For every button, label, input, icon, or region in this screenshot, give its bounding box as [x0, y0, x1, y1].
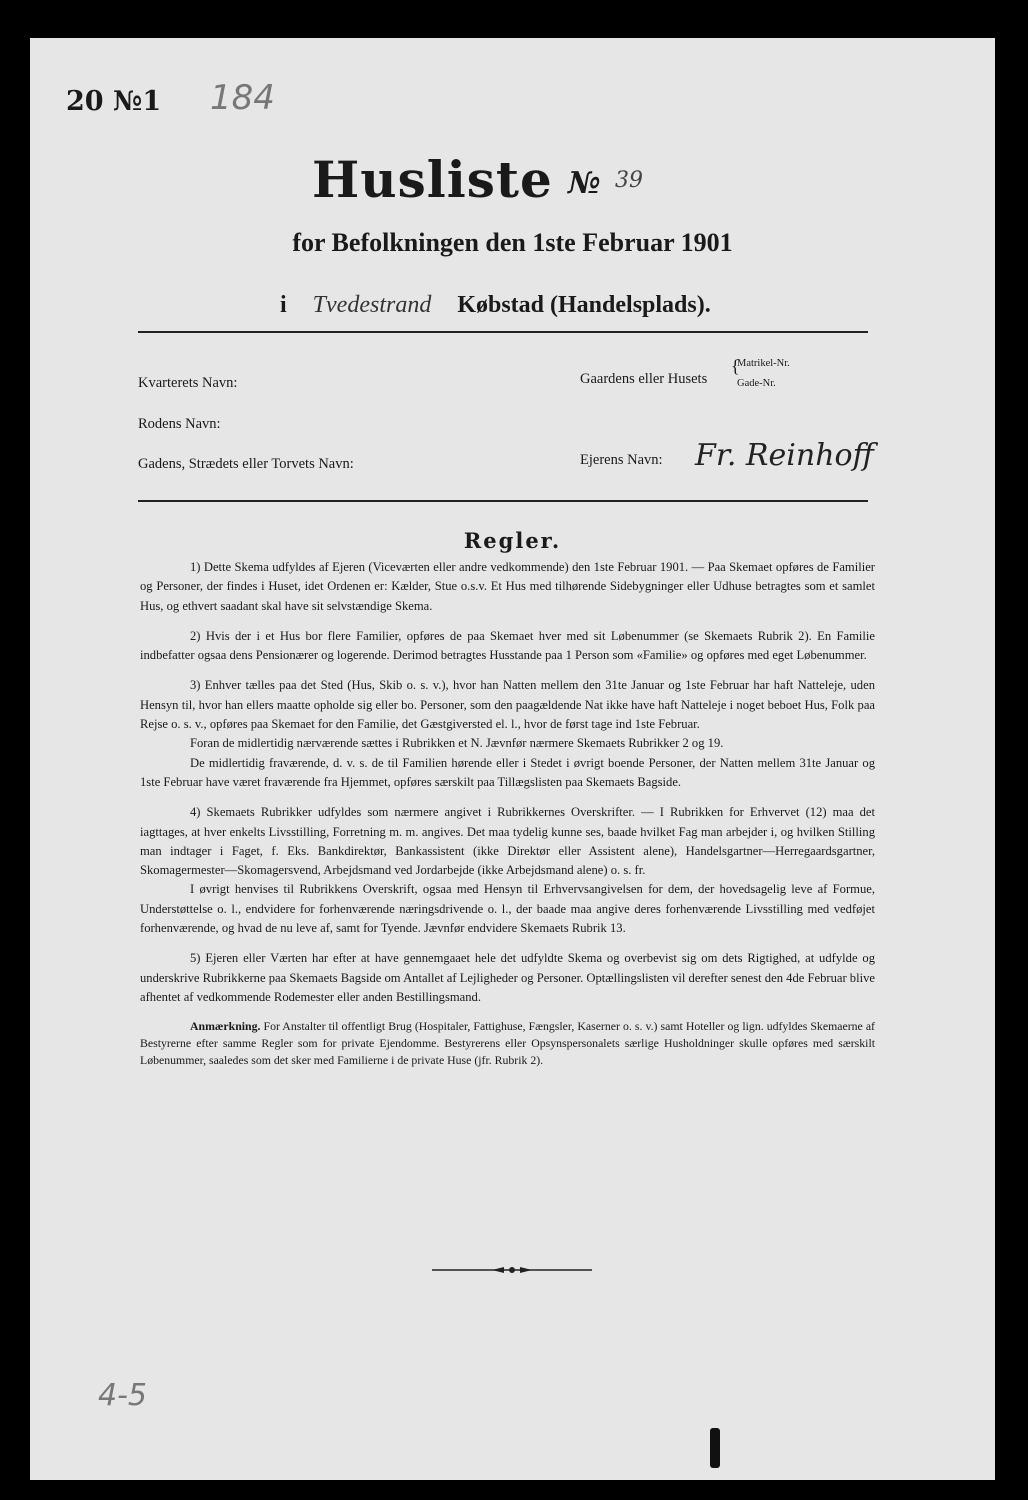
title-number-handwritten: 39	[615, 168, 643, 193]
rule-3: 3) Enhver tælles paa det Sted (Hus, Skib o. s. v.), hvor han Natten mellem den 31te Januar og 1ste Februar har haft Natteleje, uden Hensyn til, hvor han ellers maatte opholde sig eller bo. Personer, som den paagældende Nat ikke have haft Natteleje i noget beboet Hus, Folk paa Rejse o. s. v., opføres paa Skemaet for den Familie, det Gæstgiversted el. l., hvor de først tage ind 1ste Februar.	[140, 678, 875, 732]
field-gade: Gadens, Strædets eller Torvets Navn:	[138, 456, 354, 472]
field-kvarter: Kvarterets Navn:	[138, 375, 238, 391]
brace-mark: {	[731, 356, 740, 376]
rule-3-note-present: Foran de midlertidig nærværende sættes i Rubrikken et N. Jævnfør nærmere Skemaets Rubrikker 2 og 19.	[190, 736, 724, 751]
field-gaard-numbers	[731, 354, 790, 394]
annotation-text: For Anstalter til offentligt Brug (Hospitaler, Fattighuse, Fængsler, Kaserner o. s. v.) samt Hoteller og lign. udfyldes Skemaerne af Bestyrerne efter samme Regler som for private Ejendomme. Bestyrerens eller Opsynspersonalets særlige Husholdninger skulle opføres med særskilt Løbenummer, saaledes som det sker med Familierne i de private Huse (jfr. Rubrik 2).	[140, 1019, 875, 1068]
rule-4: 4) Skemaets Rubrikker udfyldes som nærmere angivet i Rubrikkernes Overskrifter. — I Rubrikken for Erhvervet (12) maa det iagttages, at hver enkelts Livsstilling, Forretning m. m. angives. Det maa tydelig kunne ses, baade hvilket Fag man arbejder i, og hvilken Stilling man indtager i Faget, f. Eks. Bankdirektør, Bankassistent (ikke Direktør eller Assistent alene), Handelsgartner—Herregaardsgartner, Skomagermester—Skomagersvend, Arbejdsmand ved Jordarbejde (ikke Arbejdsmand alene) o. s. fr.	[140, 805, 875, 878]
ornament-divider	[432, 1263, 592, 1277]
rule-2: 2) Hvis der i et Hus bor flere Familier, opføres de paa Skemaet hver med sit Løbenummer (se Skemaets Rubrik 2). En Familie indbefatter ogsaa dens Pensionærer og logerende. Derimod betragtes Husstande paa 1 Person som «Familie» og opføres med eget Løbenummer.	[140, 628, 875, 663]
place-handwritten: Tvedestrand	[312, 292, 432, 318]
rule-5: 5) Ejeren eller Værten har efter at have gennemgaaet hele det udfyldte Skema og overbevist sig om dets Rigtighed, at udfylde og underskrive Rubrikkerne paa Skemaets Bagside om Antallet af Lejligheder og Personer. Optællingslisten vil derefter senest den 4de Februar blive afhentet af vedkommende Rodemester eller anden Bestillingsmand.	[140, 951, 875, 1004]
title-number-sign: №	[568, 166, 601, 201]
form-title: Husliste	[312, 150, 553, 209]
annotation	[140, 1018, 875, 1069]
rules-body	[140, 558, 875, 1080]
archive-stamp: 20 №1	[66, 86, 162, 117]
field-gade-nr: Gade-Nr.	[737, 378, 776, 389]
rule-3-note-absent: De midlertidig fraværende, d. v. s. de til Familien hørende eller i Stedet i øvrigt boende Personer, der Natten mellem 31te Januar og 1ste Februar have været fraværende fra Hjemmet, opføres særskilt paa Tillægslisten paa Skemaets Bagside.	[140, 755, 875, 789]
field-matrikel: Matrikel-Nr.	[737, 358, 790, 369]
place-prefix: i	[280, 292, 287, 318]
rules-heading: Regler.	[463, 528, 562, 553]
place-suffix: Købstad (Handelsplads).	[457, 292, 711, 318]
handwritten-note-bottom: 4-5	[98, 1378, 147, 1413]
handwritten-number: 184	[210, 78, 275, 118]
field-gaard: Gaardens eller Husets	[580, 371, 708, 387]
ink-mark	[710, 1428, 720, 1468]
field-ejer: Ejerens Navn:	[580, 452, 663, 468]
census-form-page	[30, 38, 995, 1480]
rule-4-note: I øvrigt henvises til Rubrikkens Overskrift, ogsaa med Hensyn til Erhvervsangivelsen for dem, der hovedsagelig leve af Formue, Understøttelse o. l., endvidere for forhenværende næringsdrivende o. l., der baade maa angive deres forhenværende Livsstilling med vedføjet forhenværende, og hvad de nu leve af, samt for Tyende. Jævnfør endvidere Skemaets Rubrik 13.	[140, 882, 875, 936]
rule-1: 1) Dette Skema udfyldes af Ejeren (Viceværten eller andre vedkommende) den 1ste Februar 1901. — Paa Skemaet opføres de Familier og Personer, der findes i Huset, idet Ordenen er: Kælder, Stue o.s.v. Et Hus med tilhørende Sidebygninger eller Udhuse betragtes som et samlet Hus, og ethvert saadant skal have sit selvstændige Skema.	[140, 560, 875, 613]
annotation-label: Anmærkning.	[190, 1019, 261, 1034]
top-divider	[138, 331, 868, 333]
field-roden: Rodens Navn:	[138, 416, 221, 432]
form-subtitle: for Befolkningen den 1ste Februar 1901	[292, 228, 733, 257]
owner-handwritten-name: Fr. Reinhoff	[695, 438, 874, 473]
place-line	[280, 292, 711, 319]
bottom-divider	[138, 500, 868, 502]
